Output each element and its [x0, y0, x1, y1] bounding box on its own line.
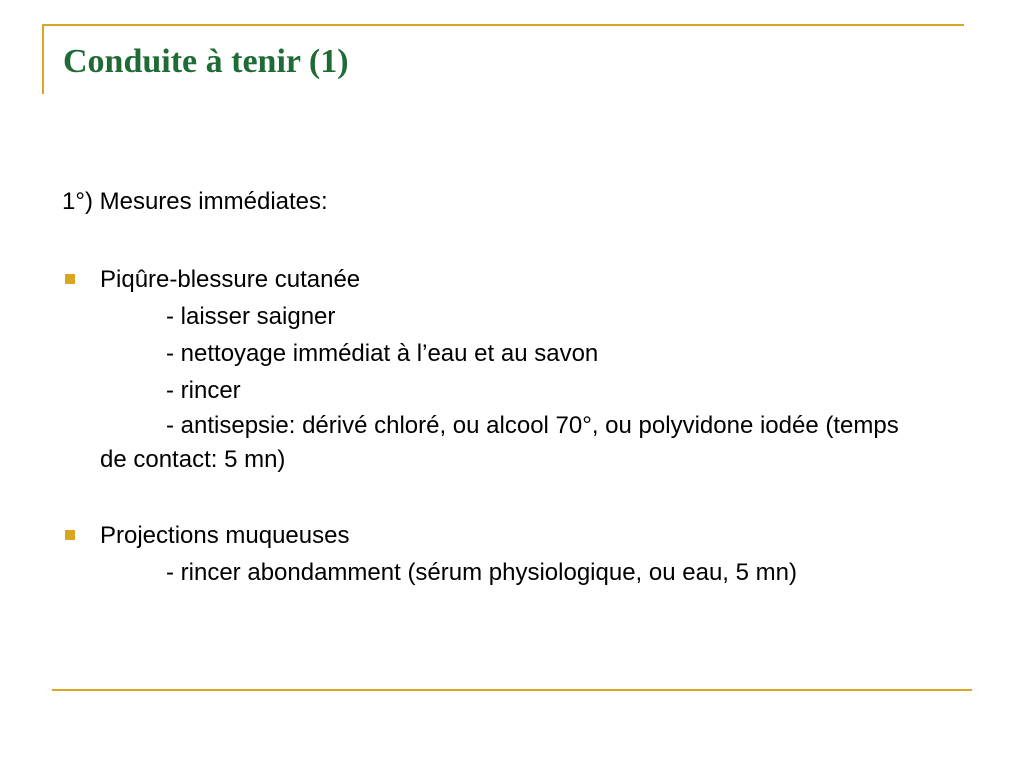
bullet-projections [62, 517, 962, 591]
slide-title: Conduite à tenir (1) [63, 43, 349, 80]
section-intro: 1°) Mesures immédiates: [62, 188, 328, 215]
bullet-piqure [62, 261, 962, 477]
sub-item: - rincer [166, 377, 241, 404]
bullet-heading: Piqûre-blessure cutanée [100, 266, 361, 293]
sub-item: - nettoyage immédiat à l’eau et au savon [166, 340, 599, 367]
bottom-divider [52, 689, 972, 691]
sub-item: - antisepsie: dérivé chloré, ou alcool 70°, ou polyvidone iodée (temps de contact: 5 mn) [100, 412, 899, 473]
square-bullet-icon [65, 530, 75, 540]
top-divider [42, 24, 964, 26]
title-side-divider [42, 24, 44, 94]
bullet-heading: Projections muqueuses [100, 522, 350, 549]
slide-content [62, 183, 962, 591]
sub-item: - rincer abondamment (sérum physiologique, ou eau, 5 mn) [166, 559, 797, 586]
sub-item: - laisser saigner [166, 303, 336, 330]
square-bullet-icon [65, 274, 75, 284]
